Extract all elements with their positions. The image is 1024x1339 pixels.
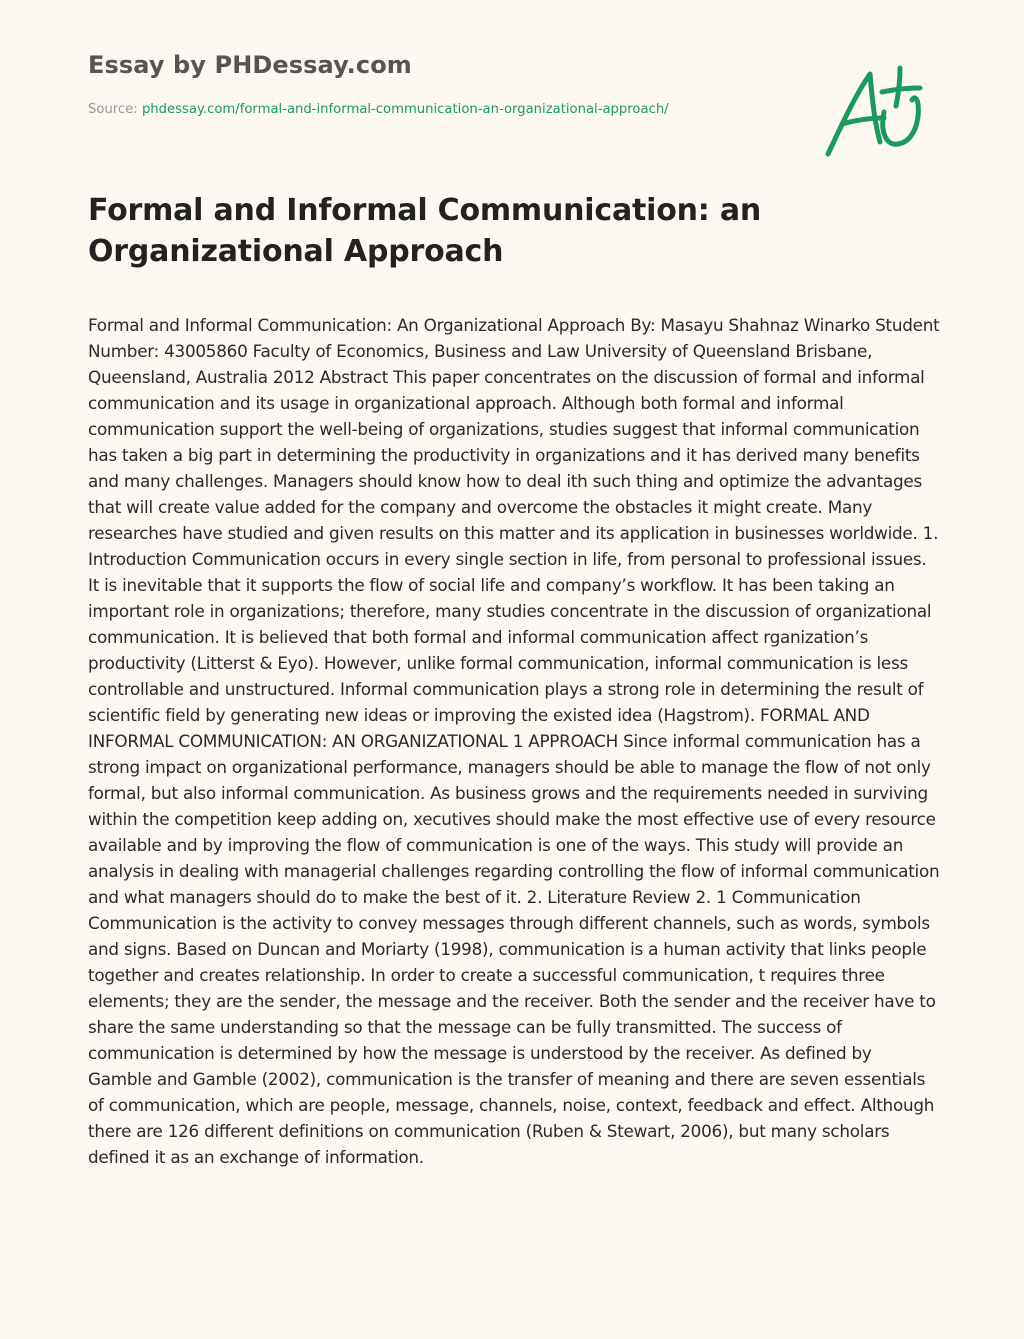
source-link[interactable]: phdessay.com/formal-and-informal-communication-an-organizational-approach/ [141, 102, 669, 117]
source-line [88, 101, 808, 119]
essay-body: Formal and Informal Communication: An Organizational Approach By: Masayu Shahnaz Winarko Student Number: 43005860 Faculty of Economics, Business and Law University of Queensland Brisbane, Queensland, Australia 2012 Abstract This paper concentrates on the discussion of formal and informal communication and its usage in organizational approach. Although both formal and informal communication support the well-being of organizations, studies suggest that informal communication has taken a big part in determining the productivity in organizations and it has derived many benefits and many challenges. Managers should know how to deal ith such thing and optimize the advantages that will create value added for the company and overcome the obstacles it might create. Many researches have studied and given results on this matter and its application in businesses worldwide. 1. Introduction Communication occurs in every single section in life, from personal to professional issues. It is inevitable that it supports the flow of social life and company’s workflow. It has been taking an important role in organizations; therefore, many studies concentrate in the discussion of organizational communication. It is believed that both formal and informal communication affect rganization’s productivity (Litterst & Eyo). However, unlike formal communication, informal communication is less controllable and unstructured. Informal communication plays a strong role in determining the result of scientific field by generating new ideas or improving the existed idea (Hagstrom). FORMAL AND INFORMAL COMMUNICATION: AN ORGANIZATIONAL 1 APPROACH Since informal communication has a strong impact on organizational performance, managers should be able to manage the flow of not only formal, but also informal communication. As business grows and the requirements needed in surviving within the competition keep adding on, xecutives should make the most effective use of every resource available and by improving the flow of communication is one of the ways. This study will provide an analysis in dealing with managerial challenges regarding controlling the flow of informal communication and what managers should do to make the best of it. 2. Literature Review 2. 1 Communication Communication is the activity to convey messages through different channels, such as words, symbols and signs. Based on Duncan and Moriarty (1998), communication is a human activity that links people together and creates relationship. In order to create a successful communication, t requires three elements; they are the sender, the message and the receiver. Both the sender and the receiver have to share the same understanding so that the message can be fully transmitted. The success of communication is determined by how the message is understood by the receiver. As defined by Gamble and Gamble (2002), communication is the transfer of meaning and there are seven essentials of communication, which are people, message, channels, noise, context, feedback and effect. Although there are 126 different definitions on communication (Ruben & Stewart, 2006), but many scholars defined it as an exchange of information. [88, 315, 940, 1167]
site-name: Essay by PHDessay.com [88, 51, 412, 79]
page-header [88, 48, 808, 119]
a-plus-logo-icon [820, 62, 932, 162]
essay-title: Formal and Informal Communication: an Organizational Approach [88, 193, 762, 269]
source-label: Source: [88, 102, 142, 117]
